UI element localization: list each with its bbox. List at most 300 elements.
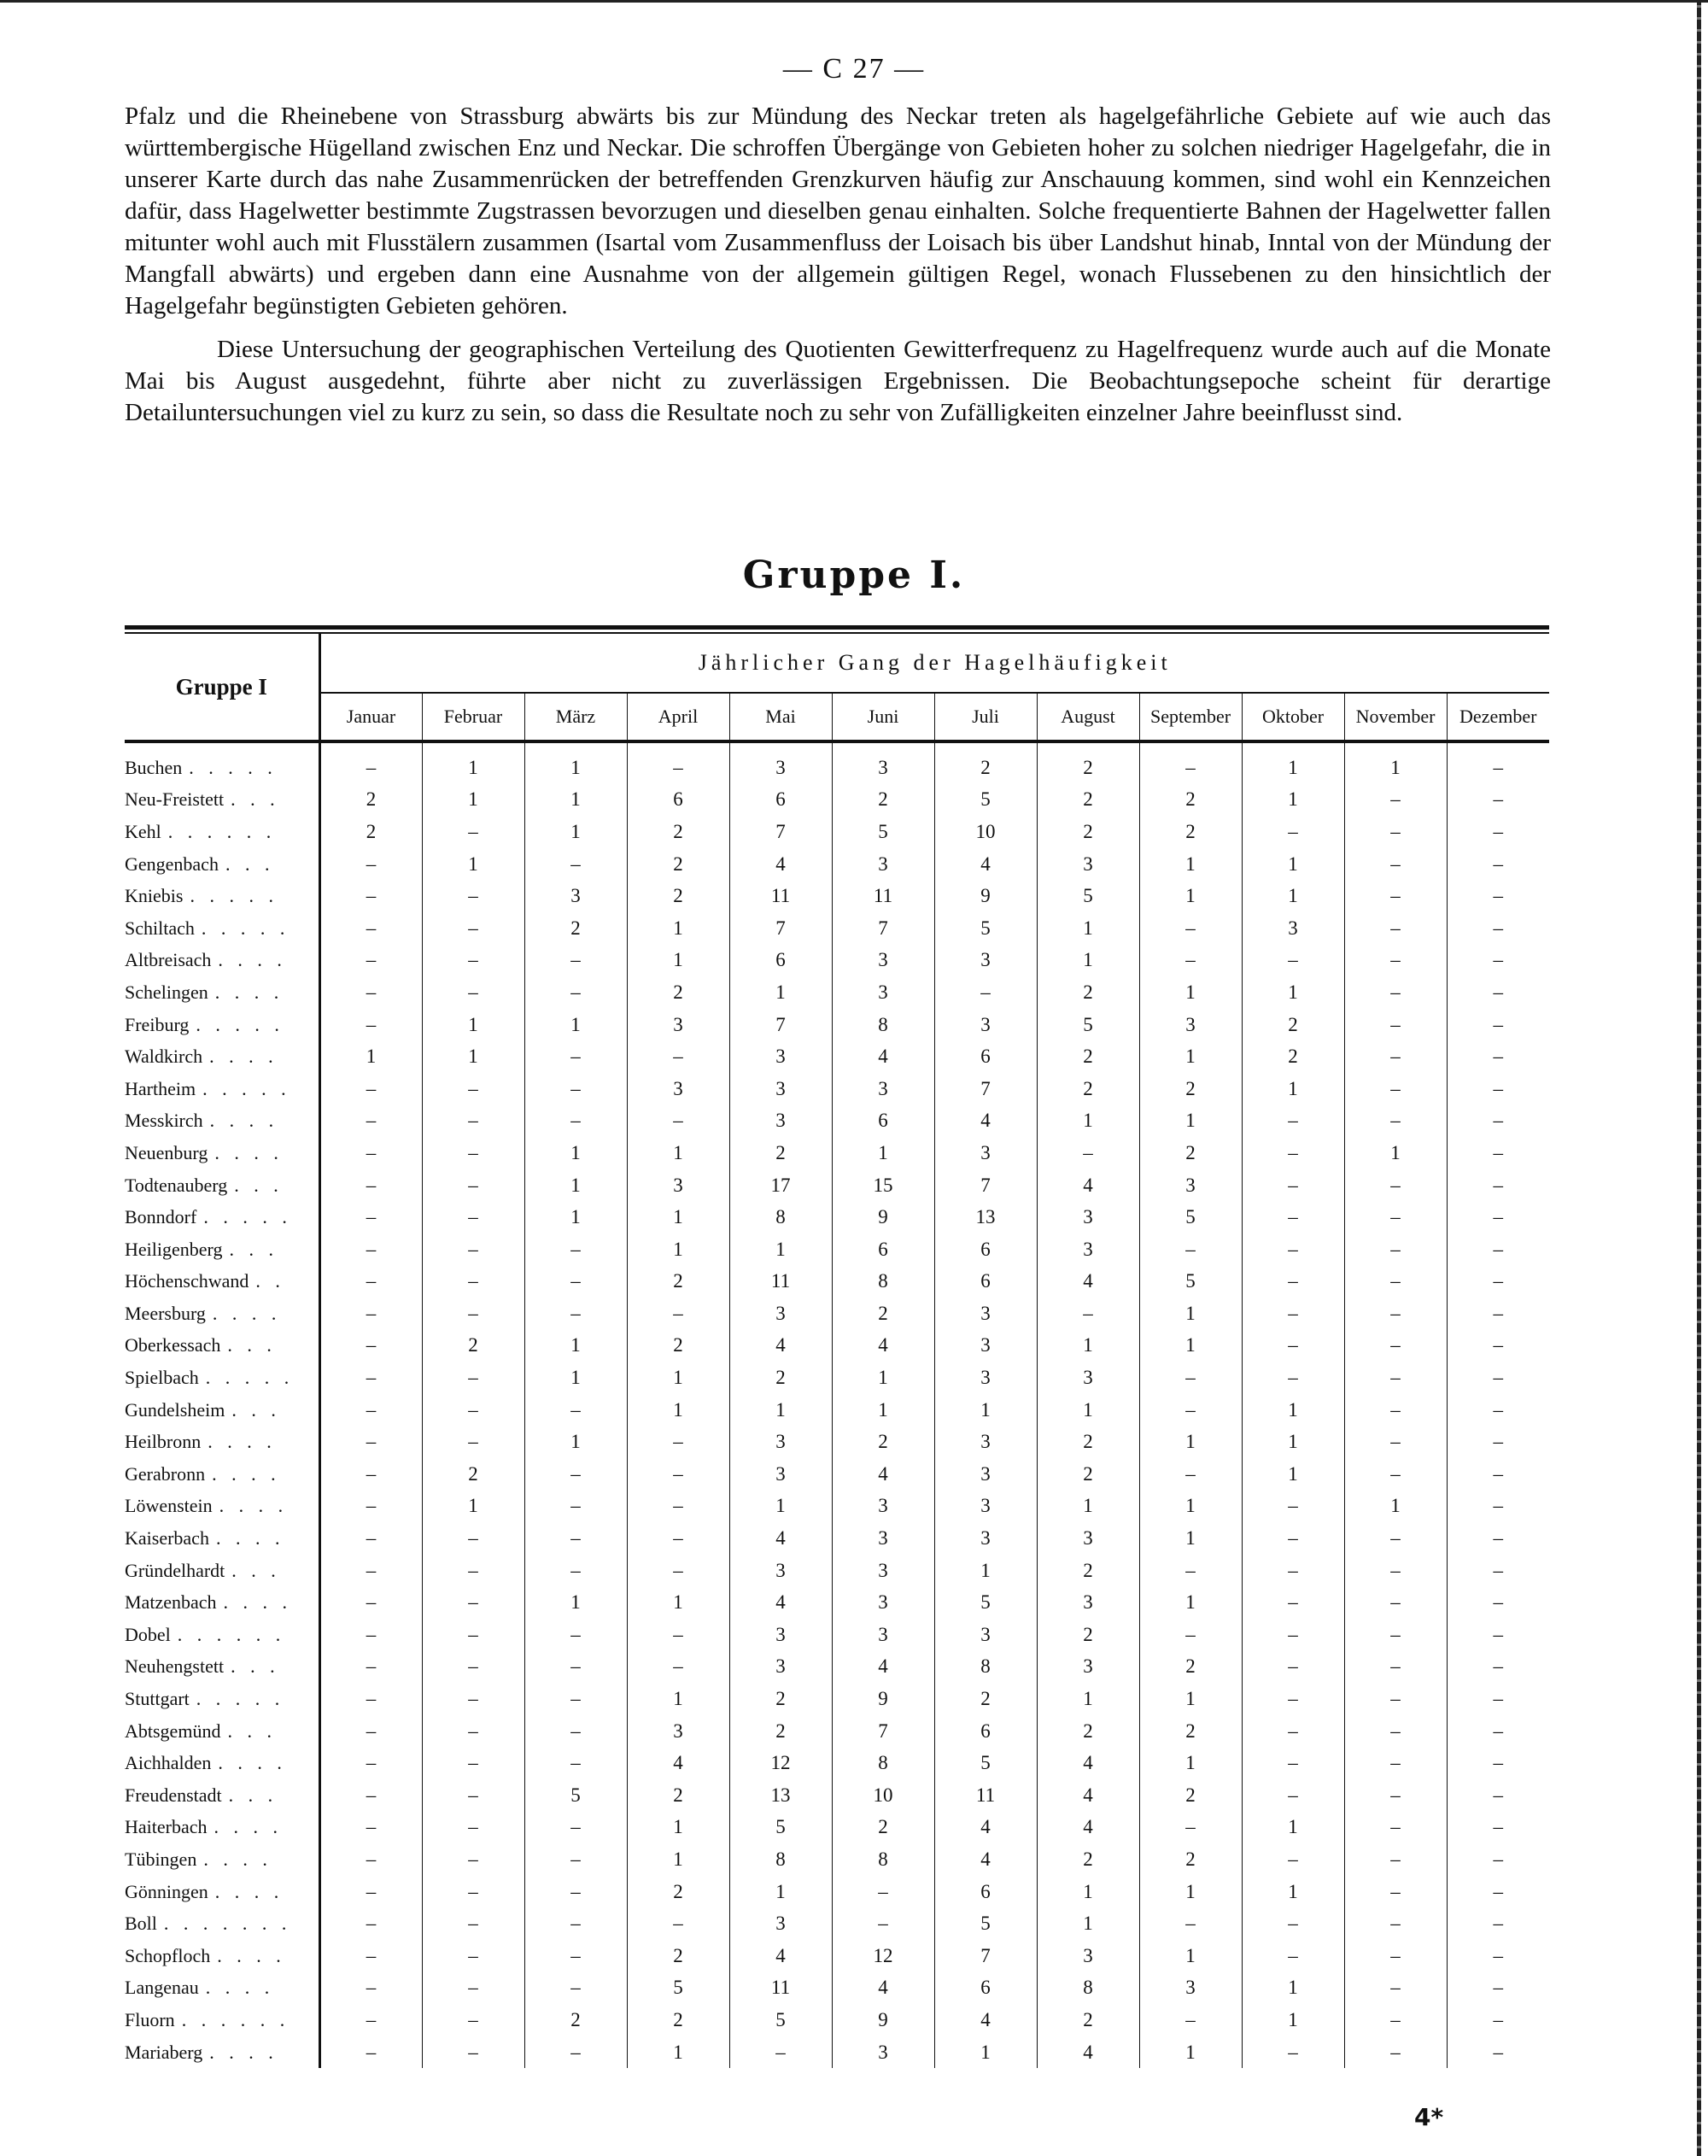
value-cell-dezember: – xyxy=(1447,945,1549,977)
table-row xyxy=(125,1137,1549,1169)
table-row xyxy=(125,976,1549,1009)
value-cell-juli: 6 xyxy=(934,1266,1037,1298)
value-cell-juli: 10 xyxy=(934,816,1037,848)
value-cell-juli: 4 xyxy=(934,1812,1037,1844)
value-cell-oktober: 3 xyxy=(1242,912,1344,945)
value-cell-juni: 4 xyxy=(832,1972,934,2005)
leader-dots: . . . . . xyxy=(201,917,290,939)
table-row xyxy=(125,816,1549,848)
value-cell-februar: – xyxy=(422,880,524,912)
value-cell-oktober: 1 xyxy=(1242,784,1344,817)
value-cell-april: – xyxy=(627,1426,729,1458)
value-cell-januar: – xyxy=(366,1527,377,1550)
value-cell-mai: 4 xyxy=(729,1586,832,1619)
value-cell-juni: 2 xyxy=(832,1426,934,1458)
value-cell-märz: – xyxy=(524,1747,627,1779)
value-cell-januar: – xyxy=(366,1462,377,1485)
value-cell-märz: – xyxy=(524,1105,627,1138)
value-cell-juni: 3 xyxy=(832,1619,934,1651)
station-name: Buchen xyxy=(125,756,183,778)
station-name: Neuenburg xyxy=(125,1141,208,1163)
value-cell-april: 2 xyxy=(627,2004,729,2036)
station-name-cell xyxy=(125,1940,319,1972)
value-cell-januar: – xyxy=(366,1848,377,1870)
value-cell-februar: – xyxy=(422,1233,524,1266)
station-name-cell xyxy=(125,1201,319,1233)
value-cell-märz: 3 xyxy=(524,880,627,912)
value-cell-april: 2 xyxy=(627,880,729,912)
value-cell-dezember: – xyxy=(1447,1105,1549,1138)
value-cell-september: – xyxy=(1139,2004,1242,2036)
value-cell-januar: – xyxy=(366,1495,377,1517)
station-name-cell xyxy=(125,848,319,881)
value-cell-september: 1 xyxy=(1139,1876,1242,1908)
value-cell-juli: 5 xyxy=(934,1747,1037,1779)
table-row xyxy=(125,1972,1549,2005)
value-cell-juni: 3 xyxy=(832,848,934,881)
value-cell-februar: – xyxy=(422,1972,524,2005)
value-cell-april: 2 xyxy=(627,1330,729,1362)
value-cell-dezember: – xyxy=(1447,912,1549,945)
value-cell-april: 5 xyxy=(627,1972,729,2005)
value-cell-märz: – xyxy=(524,1876,627,1908)
table-row xyxy=(125,1747,1549,1779)
month-header-oktober: Oktober xyxy=(1242,693,1344,740)
value-cell-mai: 1 xyxy=(729,1876,832,1908)
leader-dots: . . . . xyxy=(219,1495,289,1517)
month-header-februar: Februar xyxy=(422,693,524,740)
station-name: Neu-Freistett xyxy=(125,788,225,811)
value-cell-oktober: 2 xyxy=(1242,1009,1344,1041)
value-cell-august: 3 xyxy=(1037,1940,1139,1972)
value-cell-september: 5 xyxy=(1139,1201,1242,1233)
value-cell-november: – xyxy=(1344,1105,1447,1138)
value-cell-november: – xyxy=(1344,1330,1447,1362)
value-cell-august: 2 xyxy=(1037,1843,1139,1876)
table-row xyxy=(125,1233,1549,1266)
value-cell-februar: – xyxy=(422,1747,524,1779)
station-name-cell xyxy=(125,741,319,784)
value-cell-dezember: – xyxy=(1447,1972,1549,2005)
value-cell-april: 3 xyxy=(627,1715,729,1748)
station-name-cell xyxy=(125,1683,319,1715)
value-cell-november: – xyxy=(1344,976,1447,1009)
value-cell-dezember: – xyxy=(1447,1715,1549,1748)
station-name-cell xyxy=(125,1491,319,1523)
table-row xyxy=(125,1105,1549,1138)
month-header-juni: Juni xyxy=(832,693,934,740)
station-name: Matzenbach xyxy=(125,1591,217,1614)
value-cell-dezember: – xyxy=(1447,1233,1549,1266)
value-cell-juli: 3 xyxy=(934,1330,1037,1362)
value-cell-juni: 8 xyxy=(832,1747,934,1779)
leader-dots: . . . . xyxy=(214,1816,283,1838)
month-header-juli: Juli xyxy=(934,693,1037,740)
table-row xyxy=(125,880,1549,912)
value-cell-märz: 1 xyxy=(524,816,627,848)
value-cell-august: – xyxy=(1037,1137,1139,1169)
leader-dots: . . . . . xyxy=(196,1013,284,1035)
value-cell-april: – xyxy=(627,1555,729,1587)
value-cell-januar: – xyxy=(366,1110,377,1132)
value-cell-mai: 3 xyxy=(729,1458,832,1491)
value-cell-oktober: – xyxy=(1242,1907,1344,1940)
value-cell-april: 4 xyxy=(627,1747,729,1779)
value-cell-januar: – xyxy=(366,1913,377,1935)
value-cell-januar: – xyxy=(366,1623,377,1645)
value-cell-oktober: – xyxy=(1242,2036,1344,2069)
month-header-mai: Mai xyxy=(729,693,832,740)
value-cell-mai: 2 xyxy=(729,1715,832,1748)
value-cell-juni: 8 xyxy=(832,1843,934,1876)
station-name-cell xyxy=(125,1522,319,1555)
value-cell-märz: – xyxy=(524,1715,627,1748)
value-cell-dezember: – xyxy=(1447,1779,1549,1812)
value-cell-juli: 13 xyxy=(934,1201,1037,1233)
value-cell-august: 3 xyxy=(1037,1522,1139,1555)
leader-dots: . . . . xyxy=(214,981,284,1003)
value-cell-november: – xyxy=(1344,1940,1447,1972)
value-cell-september: – xyxy=(1139,1394,1242,1427)
value-cell-dezember: – xyxy=(1447,1298,1549,1330)
value-cell-februar: – xyxy=(422,1073,524,1105)
table-row xyxy=(125,1330,1549,1362)
value-cell-februar: – xyxy=(422,1394,524,1427)
value-cell-juni: 3 xyxy=(832,1555,934,1587)
value-cell-august: 2 xyxy=(1037,741,1139,784)
station-name-cell xyxy=(125,1555,319,1587)
value-cell-februar: – xyxy=(422,1715,524,1748)
value-cell-juni: 3 xyxy=(832,945,934,977)
station-name-cell xyxy=(125,1137,319,1169)
station-name-cell xyxy=(125,1907,319,1940)
value-cell-mai: 2 xyxy=(729,1683,832,1715)
value-cell-oktober: 1 xyxy=(1242,741,1344,784)
value-cell-märz: – xyxy=(524,1394,627,1427)
value-cell-märz: 1 xyxy=(524,741,627,784)
value-cell-februar: – xyxy=(422,1843,524,1876)
value-cell-april: 2 xyxy=(627,1266,729,1298)
value-cell-januar: – xyxy=(366,1238,377,1260)
value-cell-dezember: – xyxy=(1447,1876,1549,1908)
leader-dots: . . . xyxy=(234,1174,284,1196)
value-cell-februar: – xyxy=(422,1940,524,1972)
leader-dots: . . . . . xyxy=(196,1688,285,1710)
value-cell-märz: 1 xyxy=(524,1362,627,1394)
value-cell-juni: 8 xyxy=(832,1266,934,1298)
value-cell-dezember: – xyxy=(1447,1586,1549,1619)
value-cell-januar: – xyxy=(366,1752,377,1774)
value-cell-oktober: 1 xyxy=(1242,1394,1344,1427)
value-cell-august: 2 xyxy=(1037,816,1139,848)
value-cell-november: – xyxy=(1344,816,1447,848)
value-cell-juli: 4 xyxy=(934,2004,1037,2036)
value-cell-april: – xyxy=(627,1105,729,1138)
value-cell-september: 1 xyxy=(1139,1586,1242,1619)
value-cell-september: 1 xyxy=(1139,1426,1242,1458)
value-cell-april: 1 xyxy=(627,1812,729,1844)
value-cell-juni: 5 xyxy=(832,816,934,848)
station-name: Bonndorf xyxy=(125,1206,197,1228)
value-cell-juli: 1 xyxy=(934,1555,1037,1587)
leader-dots: . . . . xyxy=(208,1431,277,1453)
leader-dots: . . . . xyxy=(218,1752,287,1774)
value-cell-juli: 4 xyxy=(934,1105,1037,1138)
value-cell-november: – xyxy=(1344,1201,1447,1233)
leader-dots: . . . . xyxy=(212,1462,281,1485)
station-name-cell xyxy=(125,1009,319,1041)
value-cell-märz: – xyxy=(524,1683,627,1715)
value-cell-november: – xyxy=(1344,1715,1447,1748)
value-cell-juli: 9 xyxy=(934,880,1037,912)
value-cell-mai: 11 xyxy=(729,1972,832,2005)
value-cell-september: 2 xyxy=(1139,1137,1242,1169)
value-cell-februar: 1 xyxy=(422,784,524,817)
value-cell-juni: 9 xyxy=(832,2004,934,2036)
value-cell-februar: 2 xyxy=(422,1458,524,1491)
value-cell-juli: 8 xyxy=(934,1651,1037,1684)
value-cell-november: – xyxy=(1344,1683,1447,1715)
value-cell-september: – xyxy=(1139,1812,1242,1844)
value-cell-april: 1 xyxy=(627,1683,729,1715)
value-cell-juli: 3 xyxy=(934,1009,1037,1041)
station-name: Schopfloch xyxy=(125,1944,211,1966)
value-cell-april: 1 xyxy=(627,1137,729,1169)
value-cell-märz: 2 xyxy=(524,912,627,945)
value-cell-juli: 3 xyxy=(934,1522,1037,1555)
value-cell-märz: 1 xyxy=(524,1201,627,1233)
table-row xyxy=(125,1555,1549,1587)
value-cell-november: – xyxy=(1344,1040,1447,1073)
value-cell-september: 1 xyxy=(1139,1522,1242,1555)
value-cell-oktober: – xyxy=(1242,1330,1344,1362)
value-cell-november: – xyxy=(1344,1073,1447,1105)
value-cell-september: 2 xyxy=(1139,1073,1242,1105)
value-cell-oktober: 1 xyxy=(1242,2004,1344,2036)
value-cell-märz: – xyxy=(524,1073,627,1105)
value-cell-januar: – xyxy=(366,1398,377,1421)
value-cell-august: 5 xyxy=(1037,1009,1139,1041)
value-cell-april: 1 xyxy=(627,1843,729,1876)
paragraph-1: Pfalz und die Rheinebene von Strassburg abwärts bis zur Mündung des Neckar treten als hagelgefährliche Gebiete auf wie auch das württembergische Hügelland zwischen Enz und Neckar. Die schroffen Übergänge von Gebieten hoher zu solchen niedriger Hagelgefahr, die in unserer Karte durch das nahe Zusammenrücken der betreffenden Grenzkurven häufig zur Anschauung kommen, sind wohl ein Kennzeichen dafür, dass Hagelwetter bestimmte Zugstrassen bevorzugen und dieselben genau einhalten. Solche frequentierte Bahnen der Hagelwetter fallen mitunter wohl auch mit Flusstälern zusammen (Isartal vom Zusammenfluss der Loisach bis über Landshut hinab, Inntal von der Mündung der Mangfall abwärts) und ergeben dann eine Ausnahme von der allgemein gültigen Regel, wonach Flussebenen zu den hinsichtlich der Hagelgefahr begünstigten Gebieten gehören. xyxy=(125,103,1551,319)
station-name-cell xyxy=(125,1747,319,1779)
value-cell-dezember: – xyxy=(1447,1330,1549,1362)
station-name: Todtenauberg xyxy=(125,1174,228,1196)
value-cell-februar: 1 xyxy=(422,1009,524,1041)
value-cell-februar: – xyxy=(422,1105,524,1138)
value-cell-april: 1 xyxy=(627,1394,729,1427)
station-name: Waldkirch xyxy=(125,1046,203,1068)
value-cell-mai: 8 xyxy=(729,1843,832,1876)
value-cell-mai: 4 xyxy=(729,848,832,881)
value-cell-april: 1 xyxy=(627,1362,729,1394)
value-cell-mai: 7 xyxy=(729,1009,832,1041)
value-cell-juli: 3 xyxy=(934,1137,1037,1169)
table-row xyxy=(125,1040,1549,1073)
value-cell-dezember: – xyxy=(1447,1362,1549,1394)
month-header-märz: März xyxy=(524,693,627,740)
value-cell-oktober: 1 xyxy=(1242,1876,1344,1908)
leader-dots: . . . xyxy=(227,1334,277,1356)
value-cell-juni: 15 xyxy=(832,1169,934,1202)
station-name-cell xyxy=(125,1458,319,1491)
value-cell-september: 2 xyxy=(1139,1715,1242,1748)
value-cell-september: 3 xyxy=(1139,1009,1242,1041)
value-cell-juni: 3 xyxy=(832,976,934,1009)
value-cell-september: 2 xyxy=(1139,1651,1242,1684)
value-cell-februar: 1 xyxy=(422,1040,524,1073)
value-cell-juli: 5 xyxy=(934,912,1037,945)
page-number: — C 27 — xyxy=(782,53,926,85)
value-cell-september: – xyxy=(1139,1555,1242,1587)
value-cell-september: 2 xyxy=(1139,1779,1242,1812)
leader-dots: . . . . xyxy=(209,1110,279,1132)
value-cell-mai: 3 xyxy=(729,1651,832,1684)
value-cell-oktober: – xyxy=(1242,1137,1344,1169)
value-cell-april: – xyxy=(627,1907,729,1940)
month-header-dezember: Dezember xyxy=(1447,693,1549,740)
value-cell-september: 3 xyxy=(1139,1972,1242,2005)
table-row xyxy=(125,1843,1549,1876)
value-cell-september: – xyxy=(1139,1233,1242,1266)
value-cell-mai: 3 xyxy=(729,1298,832,1330)
station-name: Schiltach xyxy=(125,917,195,939)
value-cell-märz: – xyxy=(524,945,627,977)
value-cell-juni: 1 xyxy=(832,1394,934,1427)
value-cell-september: 1 xyxy=(1139,880,1242,912)
table-row xyxy=(125,912,1549,945)
value-cell-juni: 2 xyxy=(832,784,934,817)
value-cell-september: 1 xyxy=(1139,1040,1242,1073)
value-cell-januar: – xyxy=(366,1270,377,1292)
table-row xyxy=(125,2036,1549,2069)
value-cell-juni: 4 xyxy=(832,1651,934,1684)
value-cell-august: 1 xyxy=(1037,912,1139,945)
value-cell-märz: 5 xyxy=(524,1779,627,1812)
value-cell-oktober: 1 xyxy=(1242,1426,1344,1458)
value-cell-januar: – xyxy=(366,756,377,778)
value-cell-februar: 1 xyxy=(422,1491,524,1523)
value-cell-august: 2 xyxy=(1037,1426,1139,1458)
value-cell-märz: – xyxy=(524,2036,627,2069)
station-name: Gengenbach xyxy=(125,852,219,875)
value-cell-august: 5 xyxy=(1037,880,1139,912)
value-cell-dezember: – xyxy=(1447,1843,1549,1876)
value-cell-februar: – xyxy=(422,1362,524,1394)
value-cell-november: – xyxy=(1344,1972,1447,2005)
value-cell-august: 1 xyxy=(1037,1907,1139,1940)
value-cell-juli: 7 xyxy=(934,1073,1037,1105)
value-cell-mai: 1 xyxy=(729,976,832,1009)
station-name-cell xyxy=(125,1233,319,1266)
value-cell-februar: – xyxy=(422,945,524,977)
value-cell-januar: – xyxy=(366,1655,377,1678)
value-cell-mai: 7 xyxy=(729,912,832,945)
value-cell-februar: 2 xyxy=(422,1330,524,1362)
value-cell-juni: 2 xyxy=(832,1812,934,1844)
value-cell-mai: 4 xyxy=(729,1940,832,1972)
value-cell-juli: 1 xyxy=(934,1394,1037,1427)
value-cell-dezember: – xyxy=(1447,1073,1549,1105)
value-cell-juni: 3 xyxy=(832,741,934,784)
value-cell-mai: 2 xyxy=(729,1137,832,1169)
value-cell-mai: 3 xyxy=(729,1040,832,1073)
value-cell-dezember: – xyxy=(1447,1812,1549,1844)
table-row xyxy=(125,1073,1549,1105)
station-name: Mariaberg xyxy=(125,2041,203,2063)
value-cell-februar: – xyxy=(422,1651,524,1684)
value-cell-oktober: – xyxy=(1242,1201,1344,1233)
value-cell-juni: 4 xyxy=(832,1330,934,1362)
value-cell-januar: – xyxy=(366,917,377,939)
station-name-cell xyxy=(125,1298,319,1330)
value-cell-juni: 3 xyxy=(832,1586,934,1619)
value-cell-september: 1 xyxy=(1139,1747,1242,1779)
value-cell-november: 1 xyxy=(1344,1137,1447,1169)
value-cell-november: – xyxy=(1344,2036,1447,2069)
station-name: Gönningen xyxy=(125,1880,208,1902)
station-name: Stuttgart xyxy=(125,1688,190,1710)
value-cell-november: – xyxy=(1344,1009,1447,1041)
value-cell-oktober: 1 xyxy=(1242,976,1344,1009)
value-cell-märz: – xyxy=(524,1907,627,1940)
value-cell-august: 4 xyxy=(1037,1266,1139,1298)
value-cell-oktober: 1 xyxy=(1242,1972,1344,2005)
station-name-cell xyxy=(125,2036,319,2069)
month-header-april: April xyxy=(627,693,729,740)
value-cell-juli: 3 xyxy=(934,1619,1037,1651)
value-cell-november: – xyxy=(1344,1169,1447,1202)
leader-dots: . . . . xyxy=(215,1527,285,1550)
station-name: Kaiserbach xyxy=(125,1527,209,1550)
value-cell-april: 1 xyxy=(627,1201,729,1233)
leader-dots: . . . . . . xyxy=(177,1623,286,1645)
value-cell-märz: – xyxy=(524,1491,627,1523)
value-cell-juli: 4 xyxy=(934,1843,1037,1876)
station-name-cell xyxy=(125,1619,319,1651)
value-cell-april: – xyxy=(627,741,729,784)
value-cell-februar: – xyxy=(422,1555,524,1587)
value-cell-august: 3 xyxy=(1037,1233,1139,1266)
value-cell-mai: 3 xyxy=(729,1105,832,1138)
value-cell-mai: 7 xyxy=(729,816,832,848)
value-cell-november: – xyxy=(1344,1876,1447,1908)
leader-dots: . . . xyxy=(231,1398,281,1421)
table-row xyxy=(125,1491,1549,1523)
leader-dots: . . . . xyxy=(212,1302,282,1324)
value-cell-juli: 5 xyxy=(934,1907,1037,1940)
value-cell-februar: – xyxy=(422,1812,524,1844)
section-title: Gruppe I. xyxy=(742,554,966,597)
leader-dots: . . . . . . . xyxy=(163,1913,292,1935)
value-cell-märz: – xyxy=(524,1843,627,1876)
value-cell-november: – xyxy=(1344,1458,1447,1491)
value-cell-november: – xyxy=(1344,945,1447,977)
month-header-november: November xyxy=(1344,693,1447,740)
value-cell-märz: – xyxy=(524,1266,627,1298)
table-row xyxy=(125,1876,1549,1908)
station-name: Neuhengstett xyxy=(125,1655,225,1678)
value-cell-märz: 1 xyxy=(524,1169,627,1202)
value-cell-september: 1 xyxy=(1139,1940,1242,1972)
station-name: Heiligenberg xyxy=(125,1238,223,1260)
table-row xyxy=(125,1779,1549,1812)
value-cell-august: 3 xyxy=(1037,1201,1139,1233)
value-cell-september: – xyxy=(1139,1907,1242,1940)
value-cell-oktober: – xyxy=(1242,1233,1344,1266)
value-cell-mai: 4 xyxy=(729,1330,832,1362)
value-cell-januar: – xyxy=(366,1302,377,1324)
